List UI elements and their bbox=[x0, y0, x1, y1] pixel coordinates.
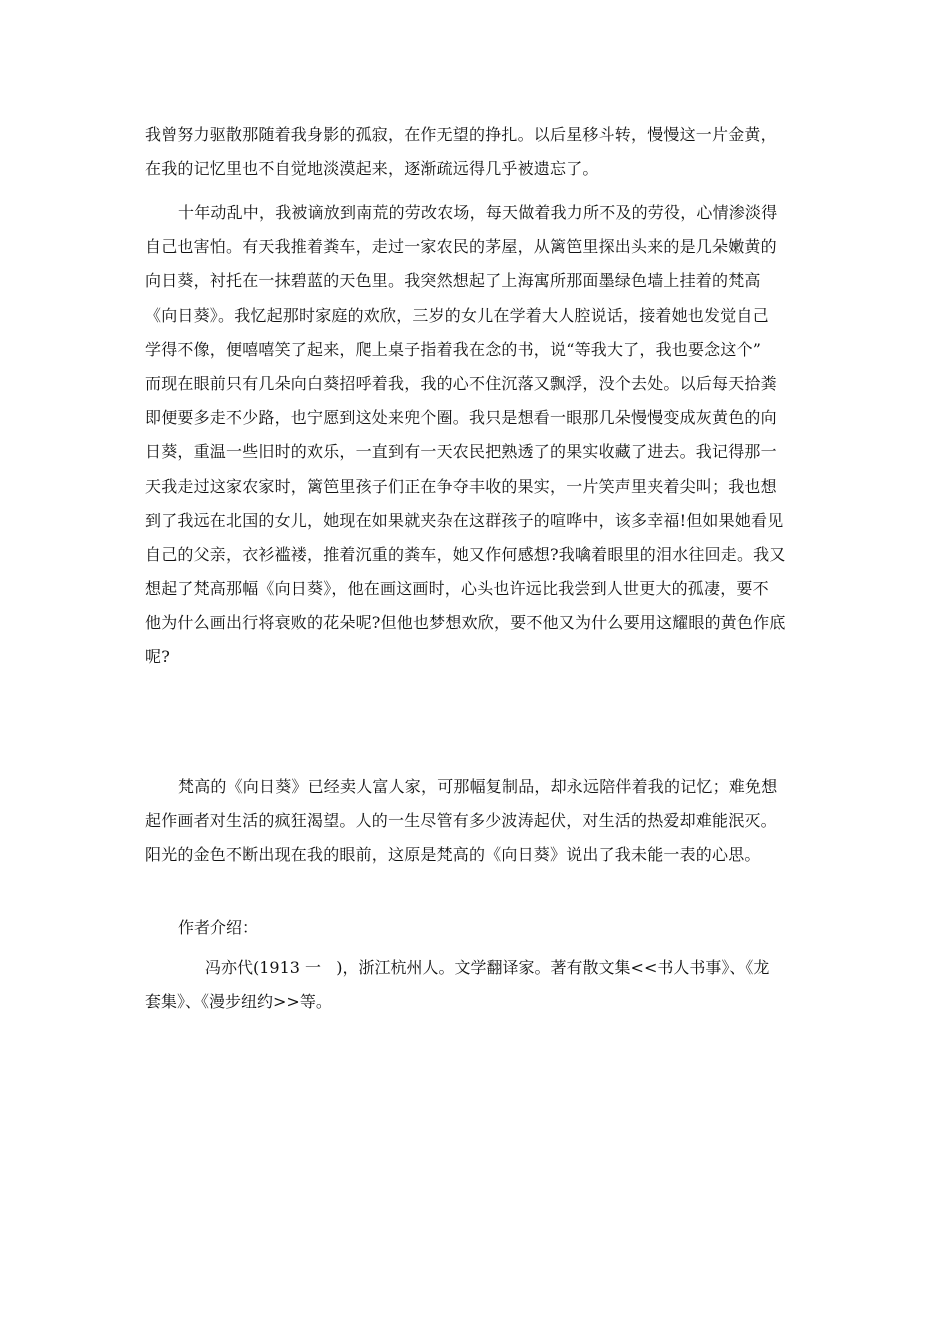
paragraph-line: 天我走过这家农家时，篱笆里孩子们正在争夺丰收的果实，一片笑声里夹着尖叫；我也想 bbox=[145, 476, 777, 496]
paragraph-line: 《向日葵》。我忆起那时家庭的欢欣，三岁的女儿在学着大人腔说话，接着她也发觉自己 bbox=[145, 305, 769, 325]
paragraph-3 bbox=[145, 770, 805, 873]
author-intro-heading: 作者介绍： bbox=[178, 918, 259, 937]
paragraph-line: 自己的父亲，衣衫褴褛，推着沉重的粪车，她又作何感想?我噙着眼里的泪水往回走。我又 bbox=[145, 544, 786, 564]
paragraph-line: 我曾努力驱散那随着我身影的孤寂，在作无望的挣扎。以后星移斗转，慢慢这一片金黄， bbox=[145, 125, 777, 144]
paragraph-line: 自己也害怕。有天我推着粪车，走过一家农民的茅屋，从篱笆里探出头来的是几朵嫩黄的 bbox=[145, 237, 777, 257]
paragraph-line: 学得不像，便嘻嘻笑了起来，爬上桌子指着我在念的书，说“等我大了，我也要念这个” bbox=[145, 339, 762, 359]
paragraph-line: 日葵，重温一些旧时的欢乐，一直到有一天农民把熟透了的果实收藏了进去。我记得那一 bbox=[145, 442, 777, 462]
paragraph-line: 想起了梵高那幅《向日葵》，他在画这画时，心头也许远比我尝到人世更大的孤凄，要不 bbox=[145, 579, 769, 599]
paragraph-line: 梵高的《向日葵》已经卖人富人家，可那幅复制品，却永远陪伴着我的记忆；难免想 bbox=[178, 777, 778, 796]
paragraph-line: 到了我远在北国的女儿，她现在如果就夹杂在这群孩子的喧哗中，该多幸福!但如果她看见 bbox=[145, 510, 784, 530]
paragraph-line: 在我的记忆里也不自觉地淡漠起来，逐渐疏远得几乎被遗忘了。 bbox=[145, 159, 599, 179]
paragraph-line: 十年动乱中，我被谪放到南荒的劳改农场，每天做着我力所不及的劳役，心情渗淡得 bbox=[178, 203, 778, 222]
paragraph-line: 阳光的金色不断出现在我的眼前，这原是梵高的《向日葵》说出了我未能一表的心思。 bbox=[145, 845, 761, 865]
paragraph-line: 起作画者对生活的疯狂渴望。人的一生尽管有多少波涛起伏，对生活的热爱却难能泯灭。 bbox=[145, 811, 777, 831]
paragraph-line: 即便要多走不少路，也宁愿到这处来兜个圈。我只是想看一眼那几朵慢慢变成灰黄色的向 bbox=[145, 408, 777, 428]
paragraph-line: 向日葵，衬托在一抹碧蓝的天色里。我突然想起了上海寓所那面墨绿色墙上挂着的梵高 bbox=[145, 271, 761, 291]
paragraph-1 bbox=[145, 118, 805, 186]
paragraph-2 bbox=[145, 196, 805, 675]
author-intro-body bbox=[145, 950, 815, 1018]
paragraph-line: 而现在眼前只有几朵向白葵招呼着我，我的心不住沉落又飘浮，没个去处。以后每天拾粪 bbox=[145, 373, 777, 393]
author-intro-line: 冯亦代(1913 一 )，浙江杭州人。文学翻译家。著有散文集<<书人书事》、《龙 bbox=[205, 958, 770, 977]
paragraph-line: 呢? bbox=[145, 647, 170, 667]
author-intro-line: 套集》、《漫步纽约>>等。 bbox=[145, 992, 332, 1012]
paragraph-line: 他为什么画出行将衰败的花朵呢?但他也梦想欢欣，要不他又为什么要用这耀眼的黄色作底 bbox=[145, 613, 786, 633]
